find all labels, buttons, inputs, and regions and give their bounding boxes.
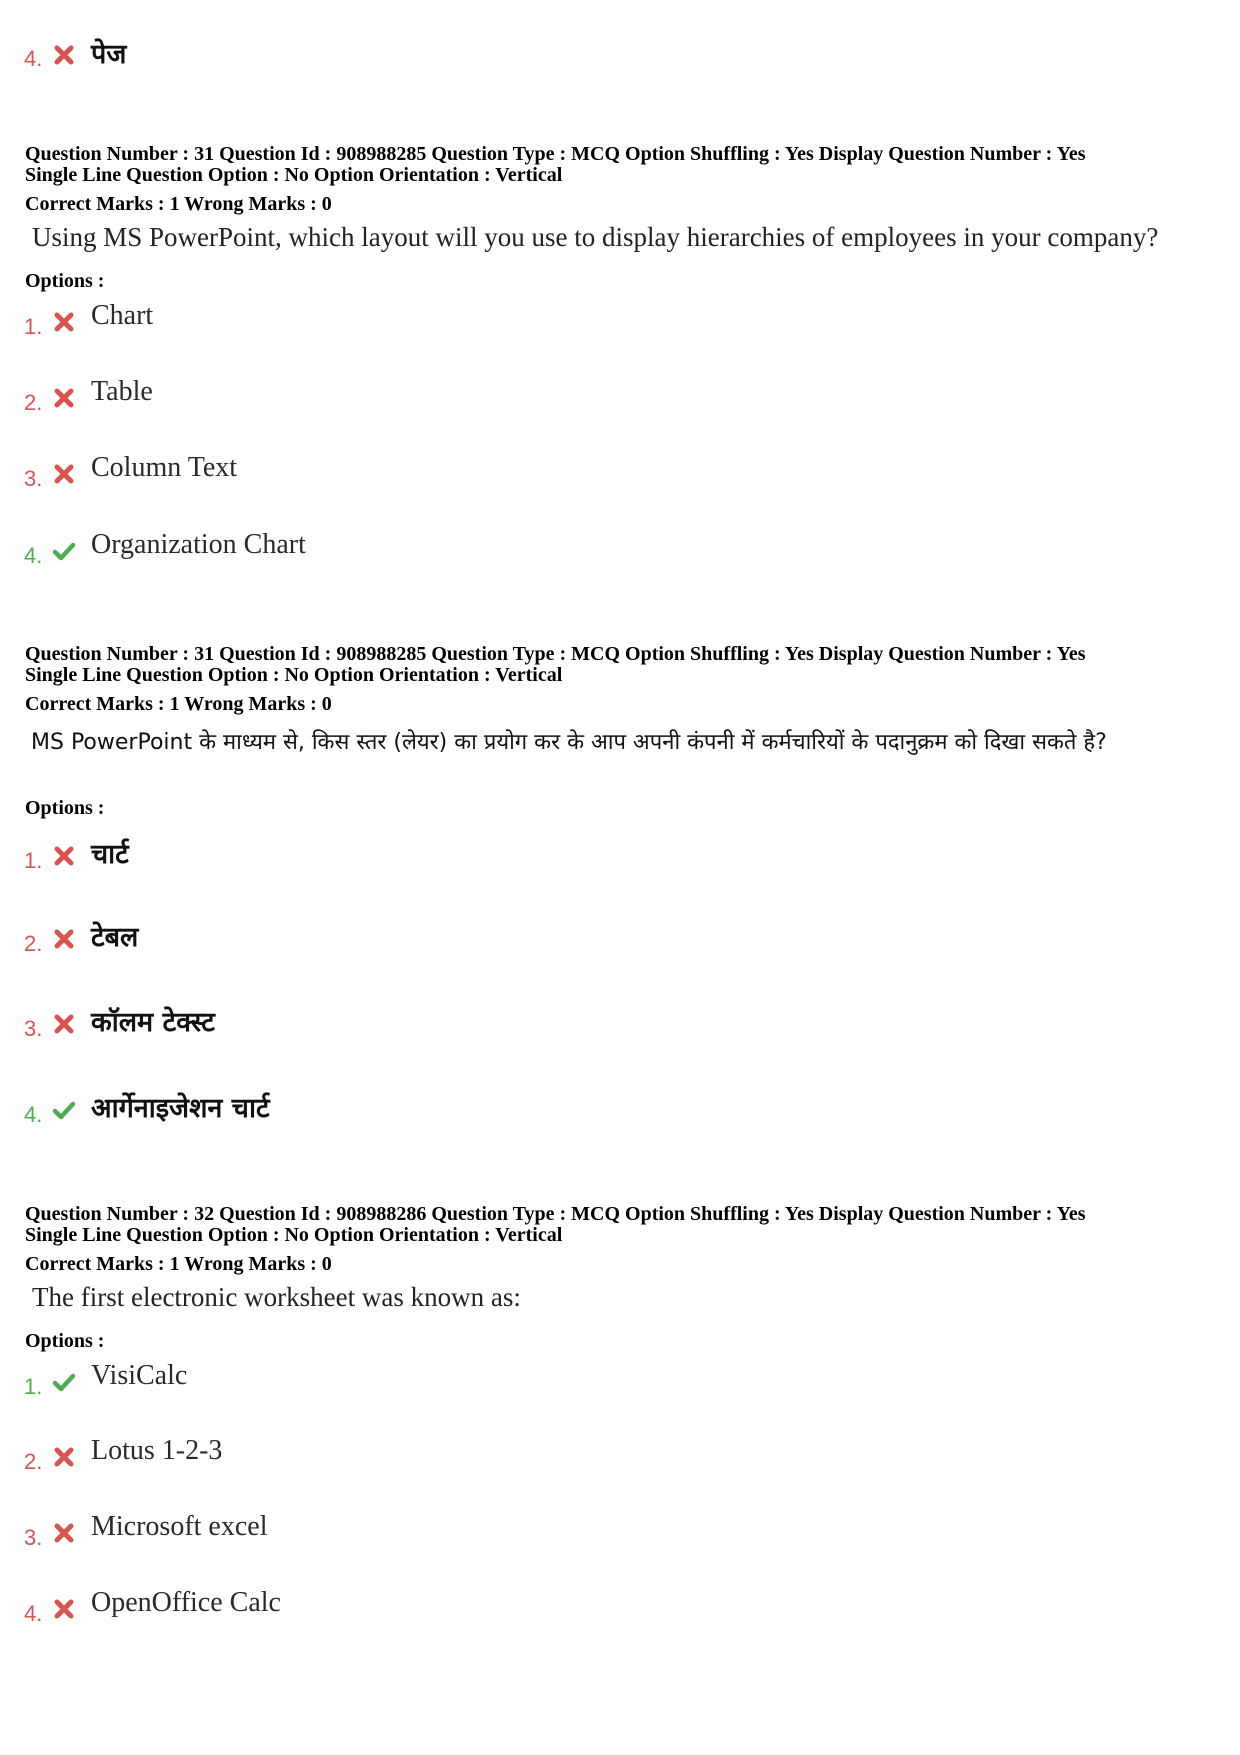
option-text: VisiCalc (91, 1360, 188, 1391)
wrong-icon (52, 43, 76, 67)
options-label: Options : (25, 1330, 105, 1352)
option-number: 2. (24, 1449, 43, 1474)
question-meta-line2: Single Line Question Option : No Option Orientation : Vertical (25, 1224, 563, 1246)
option-1 (0, 300, 1240, 348)
wrong-icon (52, 1597, 76, 1621)
options-label: Options : (25, 270, 105, 292)
option-1 (0, 834, 1240, 882)
option-4 (0, 1088, 1240, 1136)
option-text: Lotus 1-2-3 (91, 1435, 223, 1466)
option-4 (0, 529, 1240, 577)
question-meta: Question Number : 31 Question Id : 908988285 Question Type : MCQ Option Shuffling : Yes Display Question Number : Yes (25, 643, 1086, 665)
top-option (0, 34, 1240, 82)
wrong-icon (52, 1445, 76, 1469)
question-meta: Question Number : 31 Question Id : 908988285 Question Type : MCQ Option Shuffling : Yes Display Question Number : Yes (25, 143, 1086, 165)
option-text: पेज (91, 39, 127, 70)
option-number: 2. (24, 390, 43, 415)
option-text: Chart (91, 300, 154, 331)
option-number: 3. (24, 466, 43, 491)
option-2 (0, 376, 1240, 424)
option-text: चार्ट (91, 839, 129, 870)
option-number: 3. (24, 1016, 43, 1041)
option-text: Table (91, 376, 153, 407)
option-text: टेबल (91, 922, 139, 953)
option-number: 2. (24, 931, 43, 956)
wrong-icon (52, 1521, 76, 1545)
option-number: 1. (24, 1374, 43, 1399)
option-3 (0, 1511, 1240, 1559)
question-meta-line2: Single Line Question Option : No Option Orientation : Vertical (25, 164, 563, 186)
option-text: कॉलम टेक्स्ट (91, 1007, 215, 1038)
check-icon (52, 539, 76, 563)
option-number: 4. (24, 46, 43, 71)
wrong-icon (52, 844, 76, 868)
option-3 (0, 452, 1240, 500)
option-number: 1. (24, 848, 43, 873)
wrong-icon (52, 927, 76, 951)
option-3 (0, 1002, 1240, 1050)
question-text: The first electronic worksheet was known as: (32, 1282, 521, 1312)
option-text: Microsoft excel (91, 1511, 268, 1542)
option-text: Column Text (91, 452, 238, 483)
wrong-icon (52, 386, 76, 410)
option-number: 3. (24, 1525, 43, 1550)
option-text: Organization Chart (91, 529, 306, 560)
marks-info: Correct Marks : 1 Wrong Marks : 0 (25, 1253, 332, 1275)
options-label: Options : (25, 797, 105, 819)
option-number: 1. (24, 314, 43, 339)
wrong-icon (52, 310, 76, 334)
question-meta: Question Number : 32 Question Id : 908988286 Question Type : MCQ Option Shuffling : Yes Display Question Number : Yes (25, 1203, 1086, 1225)
question-text: Using MS PowerPoint, which layout will you use to display hierarchies of employees in your company? (32, 222, 1159, 252)
check-icon (52, 1098, 76, 1122)
question-text: MS PowerPoint के माध्यम से, किस स्तर (लेयर) का प्रयोग कर के आप अपनी कंपनी में कर्मचारियों के पदानुक्रम को दिखा सकते है? (31, 730, 1107, 755)
option-2 (0, 1435, 1240, 1483)
option-number: 4. (24, 1601, 43, 1626)
marks-info: Correct Marks : 1 Wrong Marks : 0 (25, 193, 332, 215)
option-text: OpenOffice Calc (91, 1587, 281, 1618)
wrong-icon (52, 462, 76, 486)
check-icon (52, 1370, 76, 1394)
option-number: 4. (24, 543, 43, 568)
option-1 (0, 1360, 1240, 1408)
option-4 (0, 1587, 1240, 1635)
option-number: 4. (24, 1102, 43, 1127)
option-2 (0, 917, 1240, 965)
wrong-icon (52, 1012, 76, 1036)
option-text: आर्गेनाइजेशन चार्ट (91, 1093, 270, 1124)
marks-info: Correct Marks : 1 Wrong Marks : 0 (25, 693, 332, 715)
question-meta-line2: Single Line Question Option : No Option Orientation : Vertical (25, 664, 563, 686)
